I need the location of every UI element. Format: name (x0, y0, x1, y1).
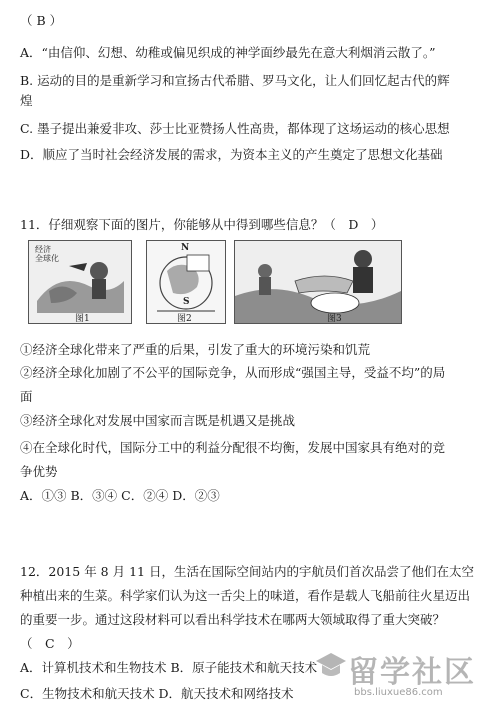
q12-stem-line-3: 的重要一步。通过这段材料可以看出科学技术在哪两大领域取得了重大突破？ (20, 612, 446, 627)
q10-option-d: D．顺应了当时社会经济发展的需求，为资本主义的产生奠定了思想文化基础 (20, 147, 443, 162)
figure-1-cartoon (28, 240, 132, 324)
q11-statement-3: ③经济全球化对发展中国家而言既是机遇又是挑战 (20, 413, 296, 428)
q10-option-b: B. 运动的目的是重新学习和宣扬古代希腊、罗马文化，让人们回忆起古代的辉 (20, 73, 450, 88)
figure-3-caption: 图3 (327, 314, 342, 324)
q11-figures (28, 240, 400, 332)
watermark-logo (314, 647, 484, 705)
q12-option-cd: C．生物技术和航天技术 D．航天技术和网络技术 (20, 686, 294, 701)
q12-stem-line-2: 种植出来的生菜。科学家们认为这一舌尖上的味道，看作是载人飞船前往火星迈出 (20, 588, 471, 603)
q10-option-b-cont: 煌 (20, 93, 33, 108)
q12-stem-line-1: 12．2015 年 8 月 11 日，生活在国际空间站内的宇航员们首次品尝了他们在太空 (20, 564, 474, 579)
q10-option-c: C. 墨子提出兼爱非攻、莎士比亚赞扬人性高贵，都体现了这场运动的核心思想 (20, 121, 450, 136)
q11-statement-4: ④在全球化时代，国际分工中的利益分配很不均衡，发展中国家具有绝对的竞 (20, 440, 446, 455)
q11-choices: A．①③ B．③④ C．②④ D．②③ (20, 488, 220, 503)
q11-statement-2-cont: 面 (20, 389, 33, 404)
figure-1-label: 经济 全球化 (35, 245, 59, 263)
q10-option-a: A．“由信仰、幻想、幼稚或偏见织成的神学面纱最先在意大利烟消云散了。” (20, 45, 436, 60)
watermark-url: bbs.liuxue86.com (354, 687, 443, 698)
watermark-text: 留学社区 (348, 655, 476, 690)
figure-2-caption: 图2 (177, 314, 192, 324)
figure-2-south-label: S (183, 297, 190, 307)
q10-answer: （ B ） (20, 13, 63, 28)
q11-statement-1: ①经济全球化带来了严重的后果，引发了重大的环境污染和饥荒 (20, 342, 371, 357)
figure-2-north-label: N (181, 243, 190, 253)
figure-3-cartoon (234, 240, 402, 324)
watermark-hat-icon (314, 647, 348, 687)
figure-1-caption: 图1 (75, 314, 90, 324)
q11-stem: 11．仔细观察下面的图片，你能够从中得到哪些信息？（ D ） (20, 217, 384, 232)
figure-2-cartoon (146, 240, 226, 324)
q11-statement-2: ②经济全球化加剧了不公平的国际竞争，从而形成“强国主导，受益不均”的局 (20, 365, 446, 380)
q12-answer: （ C ） (20, 636, 80, 651)
q12-option-ab: A．计算机技术和生物技术 B．原子能技术和航天技术 (20, 660, 318, 675)
q11-statement-4-cont: 争优势 (20, 464, 58, 479)
